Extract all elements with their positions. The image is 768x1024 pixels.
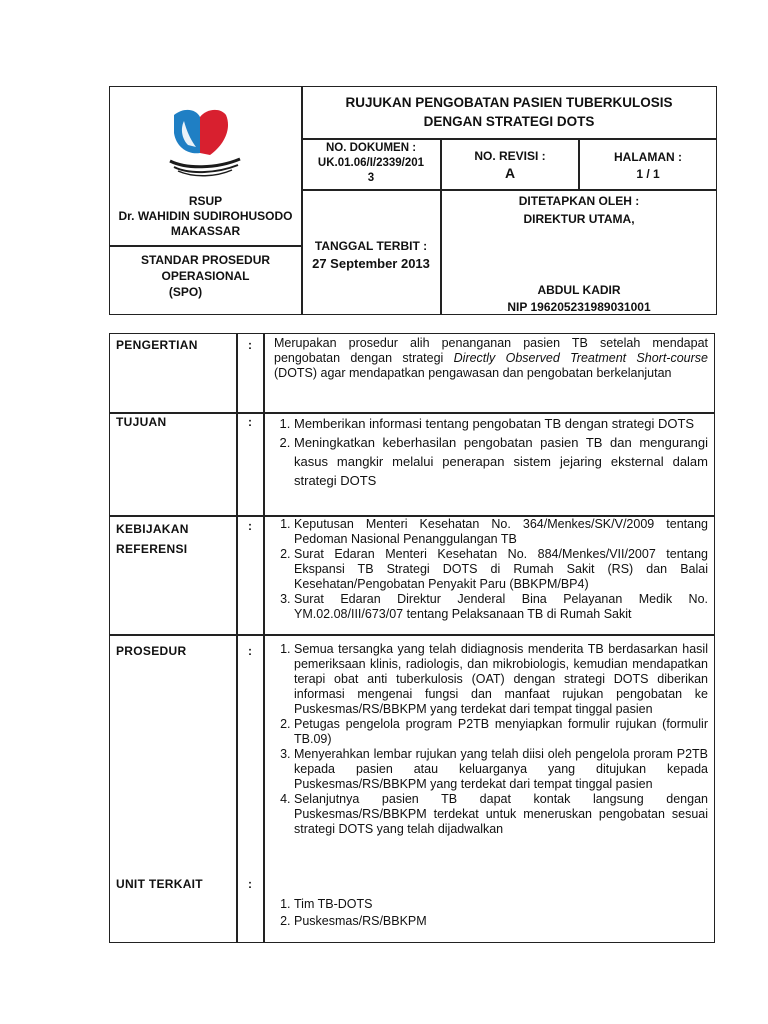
section-label-pengertian: PENGERTIAN [116, 338, 198, 352]
spo-line: STANDAR PROSEDUR [140, 253, 271, 267]
section-text-kebijakan [274, 517, 708, 622]
text-italic: Directly Observed Treatment Short-course [453, 351, 708, 365]
list-item: 1. Keputusan Menteri Kesehatan No. 364/Menkes/SK/V/2009 tentang Pedoman Nasional Penanggulangan TB [294, 517, 708, 547]
divider [263, 334, 265, 942]
list-item: 1. Tim TB-DOTS [294, 896, 708, 913]
divider [110, 634, 714, 636]
page-number [580, 149, 716, 183]
colon: : [248, 877, 252, 891]
spo-line: (SPO) [168, 285, 203, 299]
rev-label: NO. REVISI : [474, 149, 546, 163]
issued-value: 27 September 2013 [312, 256, 430, 271]
list-item: 2. Surat Edaran Menteri Kesehatan No. 884/Menkes/VII/2007 tentang Ekspansi TB Strategi DOTS di Rumah Sakit (RS) dan Balai Kesehatan/Pengobatan Penyakit Paru (BBKPM/BP4) [294, 547, 708, 592]
document-number [302, 141, 440, 186]
colon: : [248, 415, 252, 429]
rev-value: A [504, 165, 516, 181]
divider [236, 334, 238, 942]
signer-nip: NIP 196205231989031001 [507, 300, 651, 314]
spo-line: OPERASIONAL [161, 269, 250, 283]
divider [301, 138, 716, 140]
label-line: KEBIJAKAN [116, 522, 189, 536]
section-text-unit [274, 896, 708, 930]
content-table [109, 333, 715, 943]
doc-value: 3 [367, 172, 375, 184]
text-segment: (DOTS) agar mendapatkan pengawasan dan pengobatan berkelanjutan [274, 366, 672, 380]
section-text-pengertian [274, 336, 708, 381]
section-label-kebijakan [116, 519, 189, 559]
doc-value: UK.01.06/I/2339/201 [317, 157, 425, 169]
list-item: 2. Puskesmas/RS/BBKPM [294, 913, 708, 930]
list-item: 3. Surat Edaran Direktur Jenderal Bina Pelayanan Medik No. YM.02.08/III/673/07 tentang Pelaksanaan TB di Rumah Sakit [294, 592, 708, 622]
approval-block [442, 194, 716, 227]
hospital-logo-icon [166, 103, 248, 179]
section-text-tujuan [274, 414, 708, 490]
org-line: RSUP [188, 194, 223, 208]
revision-number [442, 149, 578, 183]
divider [110, 245, 301, 247]
section-label-prosedur: PROSEDUR [116, 644, 187, 658]
colon: : [248, 519, 252, 533]
document-title [302, 93, 716, 131]
list-item: 1. Memberikan informasi tentang pengobatan TB dengan strategi DOTS [294, 414, 708, 433]
section-label-tujuan: TUJUAN [116, 415, 167, 429]
org-line: Dr. WAHIDIN SUDIROHUSODO [118, 209, 293, 223]
list-item: 4. Selanjutnya pasien TB dapat kontak langsung dengan Puskesmas/RS/BBKPM terdekat untuk meneruskan pengobatan sesuai strategi DOTS yang telah dijadwalkan [294, 792, 708, 837]
org-name [110, 194, 301, 239]
org-line: MAKASSAR [170, 224, 241, 238]
label-line: REFERENSI [116, 542, 188, 556]
signer-block [442, 282, 716, 316]
text-segment: Merupakan prosedur alih penanganan pasien TB setelah mendapat pengobatan dengan strategi [274, 336, 708, 365]
colon: : [248, 644, 252, 658]
section-label-unit: UNIT TERKAIT [116, 877, 203, 891]
spo-label [110, 252, 301, 300]
title-line: RUJUKAN PENGOBATAN PASIEN TUBERKULOSIS [345, 95, 673, 110]
issued-label: TANGGAL TERBIT : [314, 239, 428, 253]
list-item: 2. Petugas pengelola program P2TB menyiapkan formulir rujukan (formulir TB.09) [294, 717, 708, 747]
approval-label: DITETAPKAN OLEH : [518, 194, 640, 208]
list-item: 2. Meningkatkan keberhasilan pengobatan pasien TB dan mengurangi kasus mangkir melalui penerapan sistem jejaring eksternal dalam strategi DOTS [294, 433, 708, 490]
divider [301, 189, 716, 191]
page-value: 1 / 1 [636, 167, 660, 181]
approval-role: DIREKTUR UTAMA, [523, 212, 635, 226]
colon: : [248, 338, 252, 352]
signer-name: ABDUL KADIR [537, 283, 621, 297]
list-item: 1. Semua tersangka yang telah didiagnosis menderita TB berdasarkan hasil pemeriksaan klinis, radiologis, dan mikrobiologis, kemudian mendapatkan terapi obat anti tuberkulosis (OAT) dengan strategi DOTS diberikan informasi mengenai fungsi dan manfaat rujukan pengobatan ke Puskesmas/RS/BBKPM yang terdekat dari tempat tinggal pasien [294, 642, 708, 717]
issue-date [302, 237, 440, 273]
list-item: 3. Menyerahkan lembar rujukan yang telah diisi oleh pengelola proram P2TB kepada pasien atau keluarganya yang ditujukan kepada Puskesmas/RS/BBKPM yang terdekat dari tempat tinggal pasien [294, 747, 708, 792]
page-label: HALAMAN : [614, 150, 682, 164]
header-table [109, 86, 717, 315]
section-text-prosedur [274, 642, 708, 837]
doc-label: NO. DOKUMEN : [325, 142, 417, 154]
title-line: DENGAN STRATEGI DOTS [423, 114, 595, 129]
